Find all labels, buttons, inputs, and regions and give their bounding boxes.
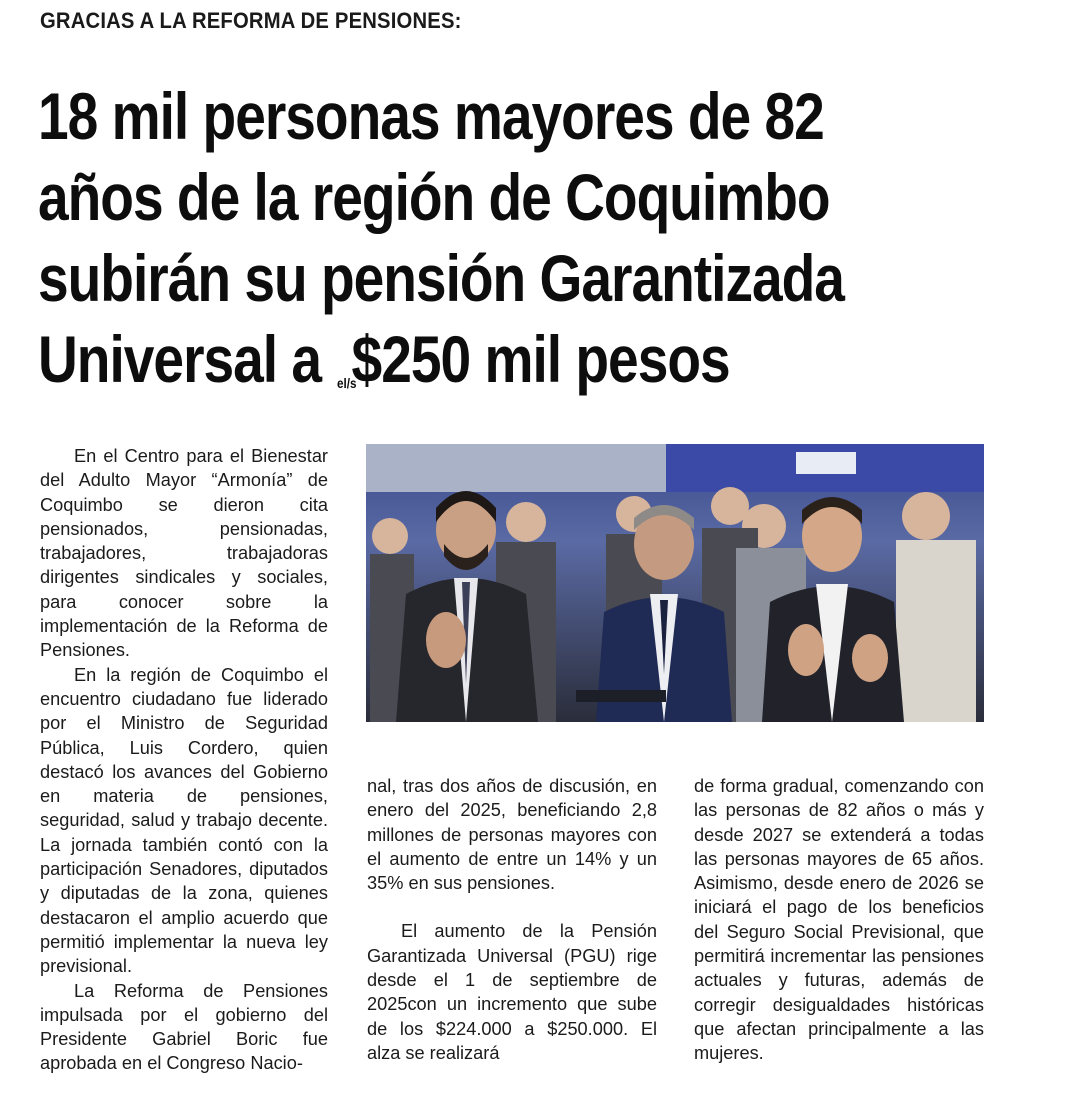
column1-paragraph-1: En el Centro para el Bienestar del Adulto Mayor “Armonía” de Coquimbo se dieron cita pensionados, pensionadas, trabajadores, trabajadoras dirigentes sindicales y sociales, para conocer sobre la implementación de la Reforma de Pensiones.	[40, 446, 328, 661]
headline-line-4-suffix: $250 mil pesos	[351, 322, 730, 396]
column2-paragraph-2: El aumento de la Pensión Garantizada Universal (PGU) rige desde el 1 de septiembre de 2025con un incremento que sube de los $224.000 a $250.000. El alza se realizará	[367, 921, 657, 1063]
column1-paragraph-3: La Reforma de Pensiones impulsada por el gobierno del Presidente Gabriel Boric fue aprobada en el Congreso Nacio-	[40, 980, 328, 1074]
headline	[38, 76, 890, 418]
body-column-3	[694, 774, 984, 1066]
photo-credit: el/s	[337, 375, 357, 391]
news-photo-illustration	[366, 444, 984, 722]
headline-line-4	[38, 319, 890, 418]
column3-paragraph-1: de forma gradual, comenzando con las personas de 82 años o más y desde 2027 se extenderá a todas las personas mayores de 65 años. Asimismo, desde enero de 2026 se iniciará el pago de los beneficios del Seguro Social Previsional, que permitirá incrementar las pensiones actuales y futuras, además de corregir desigualdades históricas que afectan principalmente a las mujeres.	[694, 776, 984, 1064]
body-column-1	[40, 444, 328, 1076]
headline-line-4-prefix: Universal a	[38, 322, 336, 396]
column1-paragraph-2: En la región de Coquimbo el encuentro ciudadano fue liderado por el Ministro de Seguridad Pública, Luis Cordero, quien destacó los avances del Gobierno en materia de pensiones, seguridad, salud y trabajo decente. La jornada también contó con la participación Senadores, diputados y diputadas de la zona, quienes destacaron el amplio acuerdo que permitió implementar la nueva ley previsional.	[40, 664, 328, 977]
headline-line-1: 18 mil personas mayores de 82	[38, 79, 824, 153]
news-photo	[366, 444, 984, 722]
headline-line-3: subirán su pensión Garantizada	[38, 241, 844, 315]
body-column-2	[367, 774, 657, 1065]
column2-paragraph-1: nal, tras dos años de discusión, en enero del 2025, beneficiando 2,8 millones de personas mayores con el aumento de entre un 14% y un 35% en sus pensiones.	[367, 776, 657, 894]
kicker: GRACIAS A LA REFORMA DE PENSIONES:	[40, 8, 462, 33]
headline-line-2: años de la región de Coquimbo	[38, 160, 830, 234]
